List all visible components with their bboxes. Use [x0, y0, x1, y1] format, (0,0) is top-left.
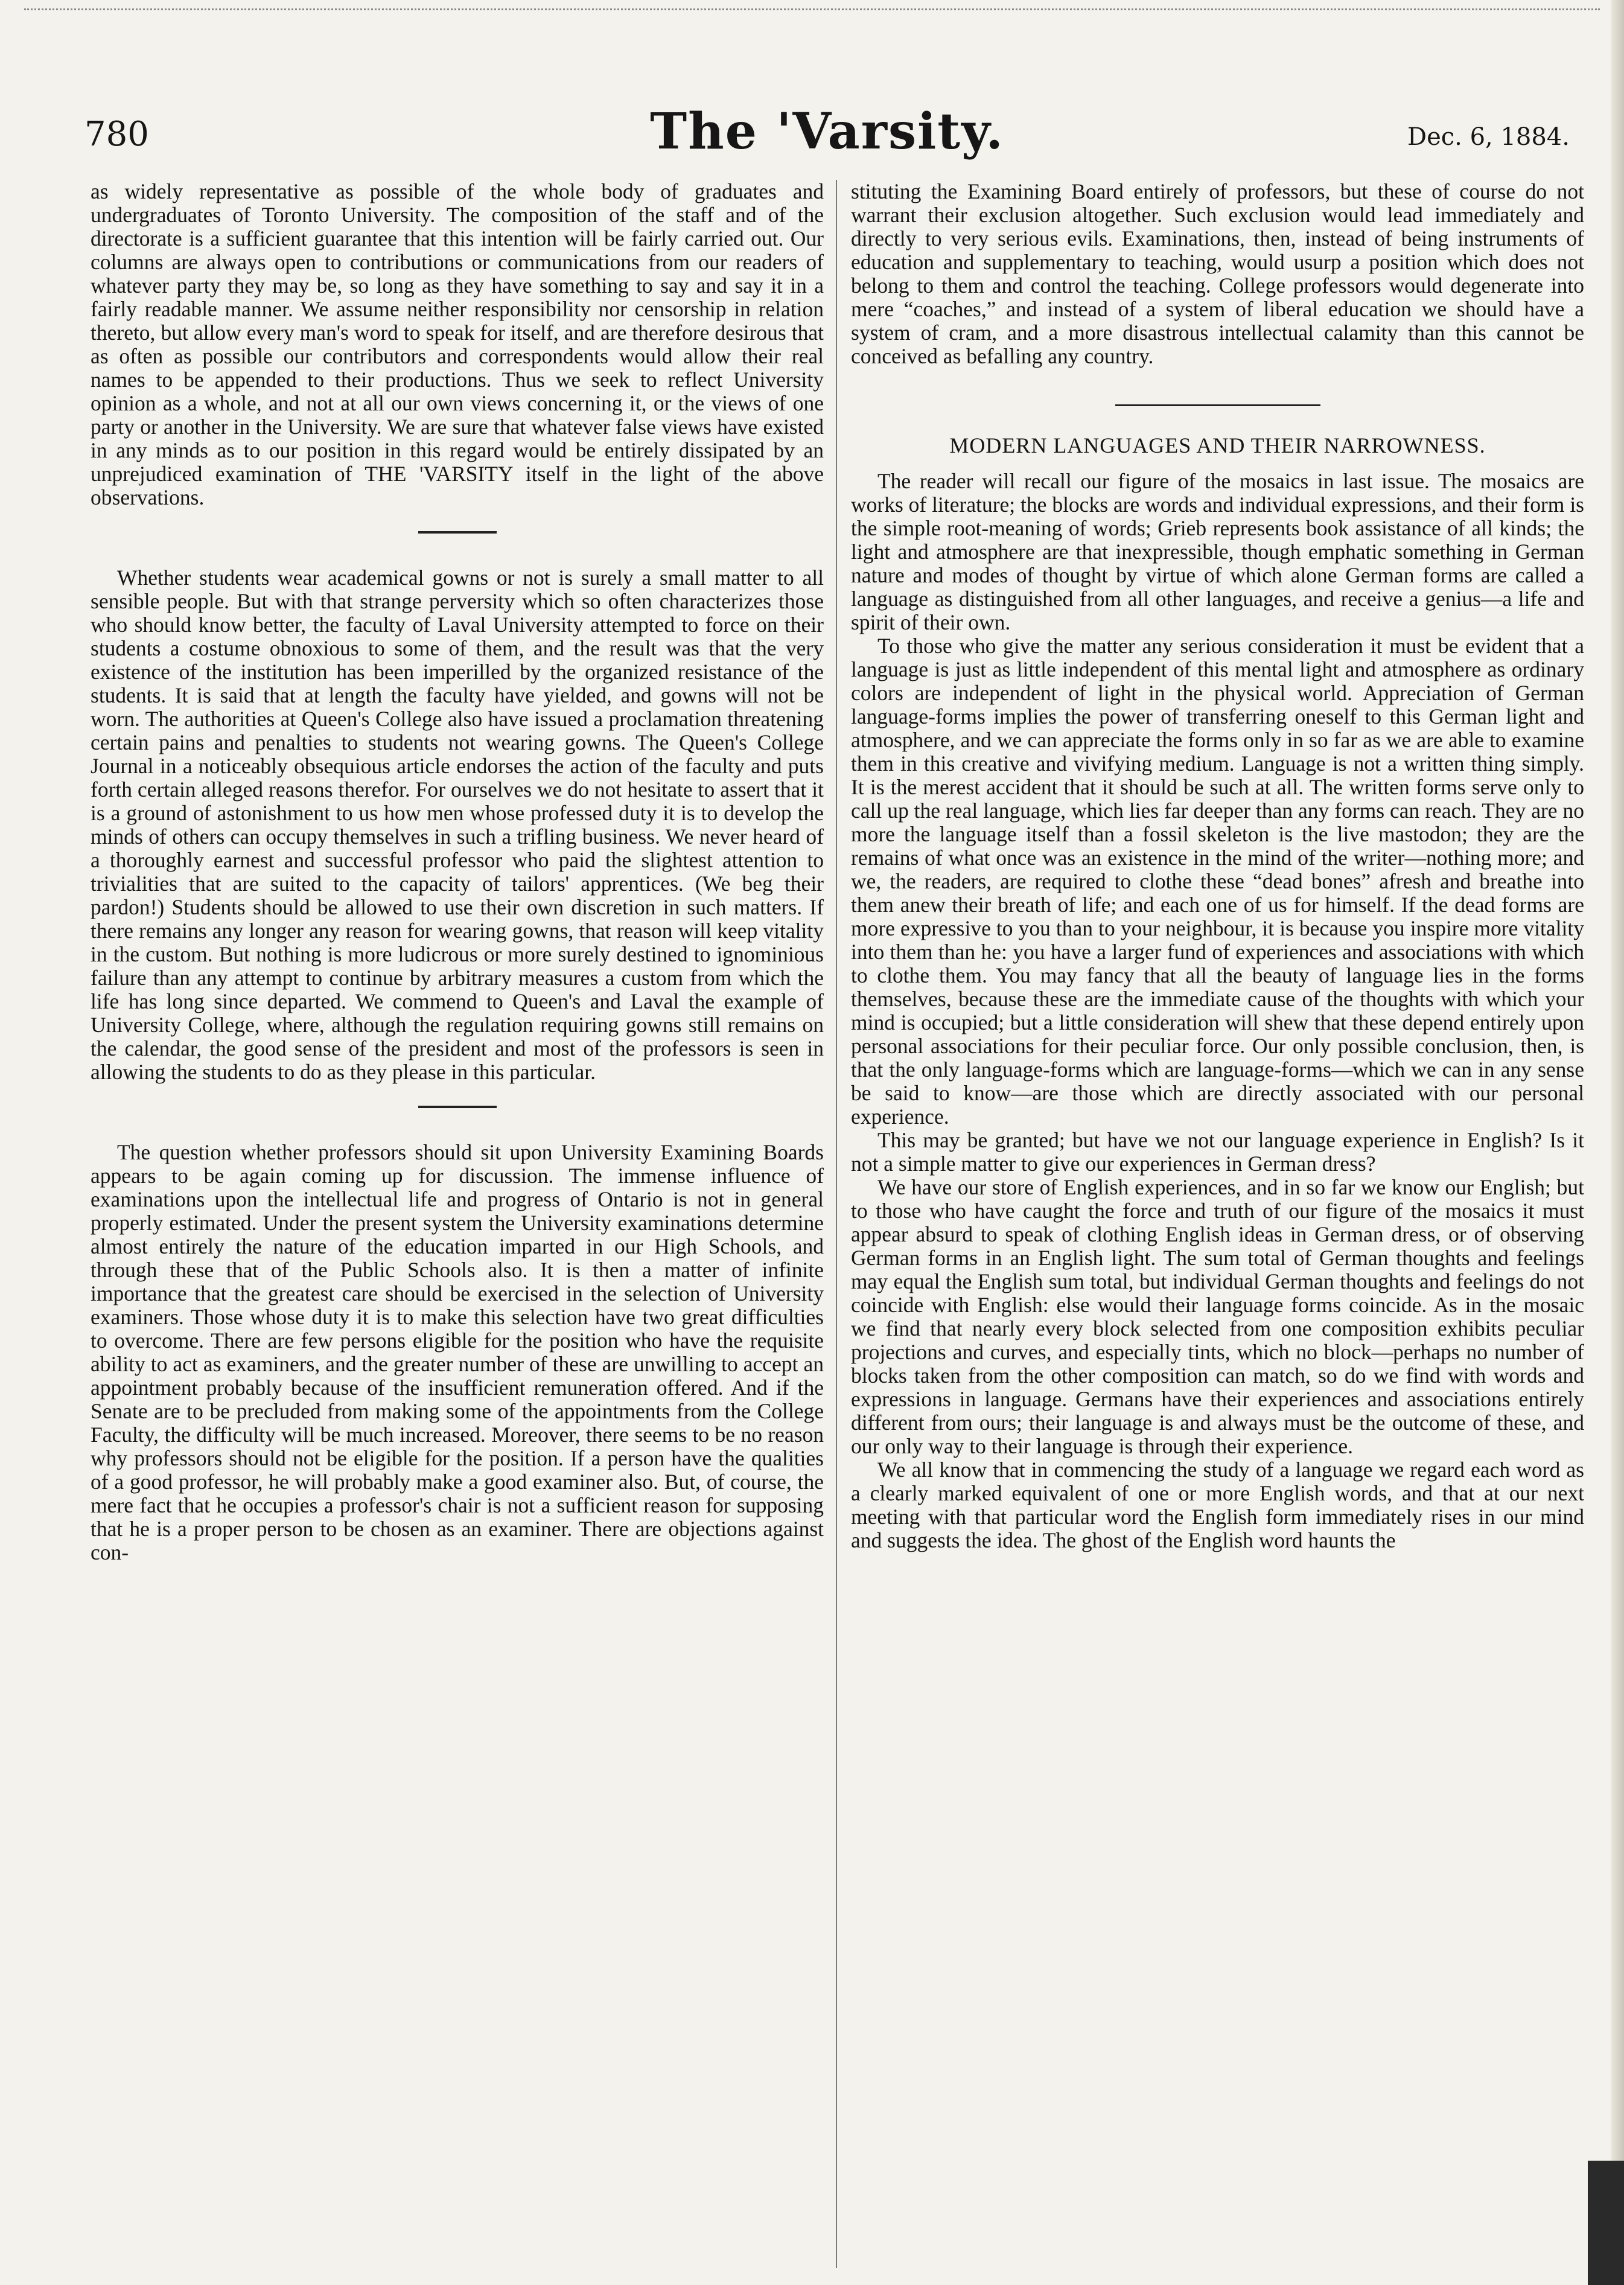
paragraph: Whether students wear academical gowns or not is surely a small matter to all sensible people. But with that strange perversity which so often characterizes those who should know better, the faculty of Laval University attempted to force on their students a costume obnoxious to some of them, and the result was that the very existence of the institution has been imperilled by the organized resistance of the students. It is said that at length the faculty have yielded, and gowns will not be worn. The authorities at Queen's College also have issued a proclamation threatening certain pains and penalties to students not wearing gowns. The Queen's College Journal in a noticeably obsequious article endorses the action of the faculty and puts forth certain alleged reasons therefor. For ourselves we do not hesitate to assert that it is a ground of astonishment to us how men whose professed duty it is to develop the minds of others can occupy themselves in such a trifling business. We never heard of a thoroughly earnest and successful professor who paid the slightest attention to trivialities that are suited to the capacity of tailors' apprentices. (We beg their pardon!) Students should be allowed to use their own discretion in such matters. If there remains any longer any reason for wearing gowns, that reason will keep vitality in the custom. But nothing is more ludicrous or more surely destined to ignominious failure than any attempt to continue by arbitrary measures a custom from which the life has long since departed. We commend to Queen's and Laval the example of University College, where, although the regulation requiring gowns still remains on the calendar, the good sense of the president and most of the professors is seen in allowing the students to do as they please in this particular.: [91, 566, 824, 1084]
scan-edge-shadow: [1588, 2161, 1624, 2285]
paragraph: The reader will recall our figure of the mosaics in last issue. The mosaics are works of literature; the blocks are words and individual expressions, and their form is the simple root-meaning of words; Grieb represents book assistance of all kinds; the light and atmosphere are that inexpressible, though emphatic something in German nature and modes of thought by virtue of which alone German forms are called a language as distinguished from all other languages, and receive a genius—a life and spirit of their own.: [851, 469, 1584, 634]
right-column: [851, 180, 1584, 1552]
paragraph: The question whether professors should sit upon University Examining Boards appears to be again coming up for discussion. The immense influence of examinations upon the intellectual life and progress of Ontario is not in general properly estimated. Under the present system the University examinations determine almost entirely the nature of the education imparted in our High Schools, and through these that of the Public Schools also. It is then a matter of infinite importance that the greatest care should be exercised in the selection of University examiners. Those whose duty it is to make this selection have two great difficulties to overcome. There are few persons eligible for the position who have the requisite ability to act as examiners, and the greater number of these are unwilling to accept an appointment probably because of the insufficient remuneration offered. And if the Senate are to be precluded from making some of the appointments from the College Faculty, the difficulty will be much increased. Moreover, there seems to be no reason why professors should not be eligible for the position. If a person have the qualities of a good professor, he will probably make a good examiner also. But, of course, the mere fact that he occupies a professor's chair is not a sufficient reason for supposing that he is a proper person to be chosen as an examiner. There are objections against con-: [91, 1140, 824, 1564]
top-border: [24, 8, 1600, 10]
paragraph: We all know that in commencing the study of a language we regard each word as a clearly marked equivalent of one or more English words, and that at our next meeting with that particular word the English form immediately rises in our mind and suggests the idea. The ghost of the English word haunts the: [851, 1458, 1584, 1552]
article-heading: MODERN LANGUAGES AND THEIR NARROWNESS.: [949, 433, 1486, 457]
issue-date: Dec. 6, 1884.: [1407, 123, 1570, 151]
column-divider: [836, 180, 837, 2268]
section-divider: [418, 531, 497, 534]
paragraph: To those who give the matter any serious consideration it must be evident that a language is just as little independent of this mental light and atmosphere as ordinary colors are independent of light in the physical world. Appreciation of German language-forms implies the power of transferring oneself to this German light and atmosphere, and we can appreciate the forms only in so far as we are able to examine them in this creative and vivifying medium. Language is not a written thing simply. It is the merest accident that it should be such at all. The written forms serve only to call up the real language, which lies far deeper than any forms can reach. They are no more the language itself than a fossil skeleton is the live mastodon; they are the remains of what once was an existence in the mind of the writer—nothing more; and we, the readers, are required to clothe these “dead bones” afresh and breathe into them anew their breath of life; and each one of us for himself. If the dead forms are more expressive to you than to your neighbour, it is because you inspire more vitality into them than he: you have a larger fund of experiences and associations with which to clothe them. You may fancy that all the beauty of language lies in the forms themselves, because these are the immediate cause of the thoughts with which your mind is occupied; but a little consideration will shew that these depend entirely upon personal associations for their peculiar force. Our only possible conclusion, then, is that the only language-forms which are language-forms—which we can in any sense be said to know—are those which are directly associated with our personal experience.: [851, 634, 1584, 1129]
page-number: 780: [84, 115, 149, 154]
paragraph: stituting the Examining Board entirely of professors, but these of course do not warrant their exclusion altogether. Such exclusion would lead immediately and directly to very serious evils. Examinations, then, instead of being instruments of education and supplementary to teaching, would usurp a position which does not belong to them and control the teaching. College professors would degenerate into mere “coaches,” and instead of a system of liberal education we should have a system of cram, and a more disastrous intellectual calamity than this cannot be conceived as befalling any country.: [851, 179, 1584, 368]
paragraph: as widely representative as possible of the whole body of graduates and undergraduates of Toronto University. The composition of the staff and of the directorate is a sufficient guarantee that this intention will be fairly carried out. Our columns are always open to contributions or communications from our readers of whatever party they may be, so long as they have something to say and say it in a fairly readable manner. We assume neither responsibility nor censorship in relation thereto, but allow every man's word to speak for itself, and are therefore desirous that as often as possible our contributors and correspondents would allow their real names to be appended to their productions. Thus we seek to reflect University opinion as a whole, and not at all our own views concerning it, or the views of one party or another in the University. We are sure that whatever false views have existed in any minds as to our position in this regard would be entirely dissipated by an unprejudiced examination of THE 'VARSITY itself in the light of the above observations.: [91, 179, 824, 509]
section-divider: [418, 1106, 497, 1108]
left-column: [91, 180, 824, 1564]
section-divider: [1115, 404, 1320, 406]
paragraph: This may be granted; but have we not our language experience in English? Is it not a simple matter to give our experiences in German dress?: [851, 1128, 1584, 1176]
paragraph: We have our store of English experiences, and in so far we know our English; but to those who have caught the force and truth of our figure of the mosaics it must appear absurd to speak of clothing English ideas in German dress, or of observing German forms in an English light. The sum total of German thoughts and feelings may equal the English sum total, but individual German thoughts and feelings do not coincide with English: else would their language forms coincide. As in the mosaic we find that nearly every block selected from one composition exhibits peculiar projections and curves, and especially tints, which no block—perhaps no number of blocks taken from the other composition can match, so do we find with words and expressions in language. Germans have their experiences and associations entirely different from ours; their language is and always must be the outcome of these, and our only way to their language is through their experience.: [851, 1175, 1584, 1458]
scan-edge: [1611, 0, 1624, 2285]
masthead-title: The 'Varsity.: [650, 103, 1004, 161]
page-header: [84, 103, 1570, 169]
